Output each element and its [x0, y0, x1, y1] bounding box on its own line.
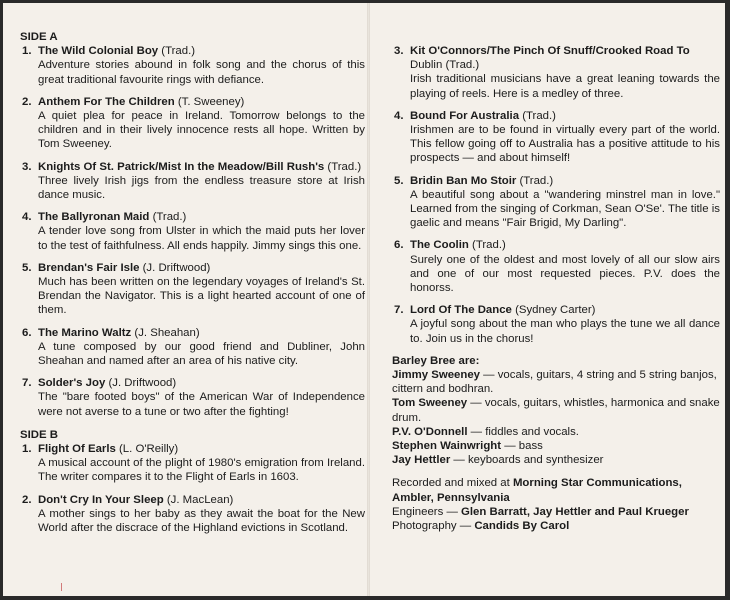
- member-credit: [392, 368, 720, 396]
- track-title: The Ballyronan Maid: [38, 211, 150, 224]
- track-title: The Marino Waltz: [38, 326, 132, 339]
- track-credit: (Trad.): [468, 239, 506, 252]
- track-title: Solder's Joy: [38, 377, 106, 390]
- member-role: — vocals, guitars, 4 string and 5 string banjos, cittern and bodhran.: [392, 369, 717, 396]
- track-title: Anthem For The Children: [38, 95, 175, 108]
- track-number: 6.: [22, 326, 32, 339]
- track-number: 1.: [22, 443, 32, 456]
- band-heading: Barley Bree are:: [392, 354, 480, 367]
- track-b1: [20, 442, 365, 485]
- track-number: 7.: [394, 304, 404, 317]
- member-credit: [392, 439, 720, 453]
- track-number: 4.: [394, 109, 404, 122]
- track-credit: (T. Sweeney): [174, 95, 245, 108]
- track-credit: (J. MacLean): [163, 493, 234, 506]
- photography-credit: [392, 519, 720, 533]
- track-credit: (Trad.): [519, 109, 556, 122]
- left-column: [20, 30, 365, 543]
- track-description: A mother sings to her baby as they await the boat for the New World after the discrace of the Highland evictions in Scotland.: [38, 507, 365, 535]
- track-a5: [20, 261, 365, 318]
- track-number: 5.: [22, 261, 32, 274]
- photography-prefix: Photography —: [392, 520, 475, 533]
- member-name: Stephen Wainwright: [392, 440, 502, 453]
- track-b7: [392, 303, 720, 346]
- member-credit: [392, 453, 720, 467]
- track-number: 7.: [22, 377, 32, 390]
- right-column: [392, 44, 720, 533]
- track-credit: (Trad.): [149, 211, 187, 224]
- member-name: Jimmy Sweeney: [392, 369, 481, 382]
- track-number: 5.: [394, 174, 404, 187]
- track-title: The Wild Colonial Boy: [38, 45, 159, 58]
- track-title: Brendan's Fair Isle: [38, 261, 140, 274]
- side-b-label: SIDE B: [20, 428, 58, 441]
- track-description: A tune composed by our good friend and Dubliner, John Sheahan and named after an area of his native city.: [38, 340, 365, 368]
- track-a6: [20, 326, 365, 369]
- track-title: Don't Cry In Your Sleep: [38, 493, 164, 506]
- band-credits: [392, 354, 720, 533]
- track-credit: (Trad.): [324, 160, 362, 173]
- track-a2: [20, 95, 365, 152]
- track-b2: [20, 493, 365, 536]
- member-name: Jay Hettler: [392, 454, 451, 467]
- track-description: A beautiful song about a "wandering minstrel man in love." Learned from the singing of Corkman, Sean O'Se'. The title is gaelic and means "Fair Brigid, My Darling".: [410, 188, 720, 230]
- track-number: 4.: [22, 211, 32, 224]
- track-number: 1.: [22, 45, 32, 58]
- engineers-prefix: Engineers —: [392, 505, 462, 518]
- track-description: Adventure stories abound in folk song and the chorus of this great traditional favourite rings with defiance.: [38, 59, 365, 86]
- track-description: Surely one of the oldest and most lovely of all our slow airs and one of our most requested pieces. P.V. does the honorss.: [410, 253, 720, 295]
- track-credit: Dublin (Trad.): [410, 59, 480, 72]
- track-title: Flight Of Earls: [38, 443, 116, 456]
- track-b3: [392, 44, 720, 101]
- track-credit: (Trad.): [158, 45, 196, 58]
- member-credit: [392, 425, 720, 439]
- track-b4: [392, 109, 720, 166]
- track-description: The "bare footed boys" of the American War of Independence were not averse to a tune or two after the fighting!: [38, 391, 365, 418]
- track-title: Kit O'Connors/The Pinch Of Snuff/Crooked Road To: [410, 45, 690, 57]
- track-description: A tender love song from Ulster in which the maid puts her lover to the test of faithfulness. All ends happily. Jimmy sings this one.: [38, 225, 365, 252]
- track-credit: (J. Sheahan): [131, 326, 200, 339]
- engineers-names: Glen Barratt, Jay Hettler and Paul Krueger: [461, 505, 689, 518]
- member-role: — keyboards and synthesizer: [450, 454, 604, 467]
- recorded-prefix: Recorded and mixed at: [392, 477, 513, 490]
- track-number: 2.: [22, 493, 32, 506]
- center-fold: [367, 3, 370, 596]
- track-description: A joyful song about the man who plays the tune we all dance to. Join us in the chorus!: [410, 318, 720, 345]
- track-number: 2.: [22, 95, 32, 108]
- track-a3: [20, 160, 365, 203]
- recording-credit: [392, 476, 720, 504]
- print-mark: [61, 583, 62, 591]
- track-description: Irishmen are to be found in virtually every part of the world. This fellow going off to Australia has a positive attitude to his prospects — and about himself!: [410, 124, 720, 165]
- track-credit: (Trad.): [516, 174, 554, 187]
- track-title: The Coolin: [410, 239, 469, 252]
- member-credit: [392, 396, 720, 424]
- side-a-label: SIDE A: [20, 31, 58, 43]
- track-credit: (L. O'Reilly): [115, 443, 179, 456]
- engineers-credit: [392, 505, 720, 519]
- track-title: Bridin Ban Mo Stoir: [410, 174, 517, 187]
- track-b6: [392, 238, 720, 295]
- photography-name: Candids By Carol: [474, 520, 570, 533]
- track-a4: [20, 210, 365, 253]
- track-a7: [20, 376, 365, 419]
- track-description: A musical account of the plight of 1980's emigration from Ireland. The writer compares it to the Flight of Earls in 1603.: [38, 457, 365, 484]
- member-name: Tom Sweeney: [392, 397, 468, 410]
- track-description: Much has been written on the legendary voyages of Ireland's St. Brendan the Navigator. This is a light hearted account of one of them.: [38, 276, 365, 317]
- track-description: A quiet plea for peace in Ireland. Tomorrow belongs to the children and in their lively innocence rests all hope. Written by Tom Sweeney.: [38, 110, 365, 151]
- track-description: Three lively Irish jigs from the endless treasure store at Irish dance music.: [38, 174, 365, 202]
- track-b5: [392, 174, 720, 231]
- recording-studio: Morning Star Communications, Ambler, Pennsylvania: [392, 477, 682, 504]
- track-number: 3.: [22, 160, 32, 173]
- member-role: — bass: [501, 440, 543, 453]
- track-title: Knights Of St. Patrick/Mist In the Meadow/Bill Rush's: [38, 160, 325, 173]
- track-credit: (J. Driftwood): [139, 261, 211, 274]
- track-a1: [20, 44, 365, 87]
- track-title: Lord Of The Dance: [410, 304, 512, 317]
- track-number: 3.: [394, 45, 404, 57]
- member-role: — vocals, guitars, whistles, harmonica and snake drum.: [392, 397, 720, 424]
- track-credit: (J. Driftwood): [105, 377, 177, 390]
- track-description: Irish traditional musicians have a great leaning towards the playing of reels. Here is a medley of three.: [410, 73, 720, 100]
- member-role: — fiddles and vocals.: [467, 425, 579, 438]
- member-name: P.V. O'Donnell: [392, 425, 468, 438]
- track-credit: (Sydney Carter): [511, 304, 596, 317]
- liner-notes-sheet: [3, 3, 725, 596]
- track-number: 6.: [394, 239, 404, 252]
- track-title: Bound For Australia: [410, 109, 520, 122]
